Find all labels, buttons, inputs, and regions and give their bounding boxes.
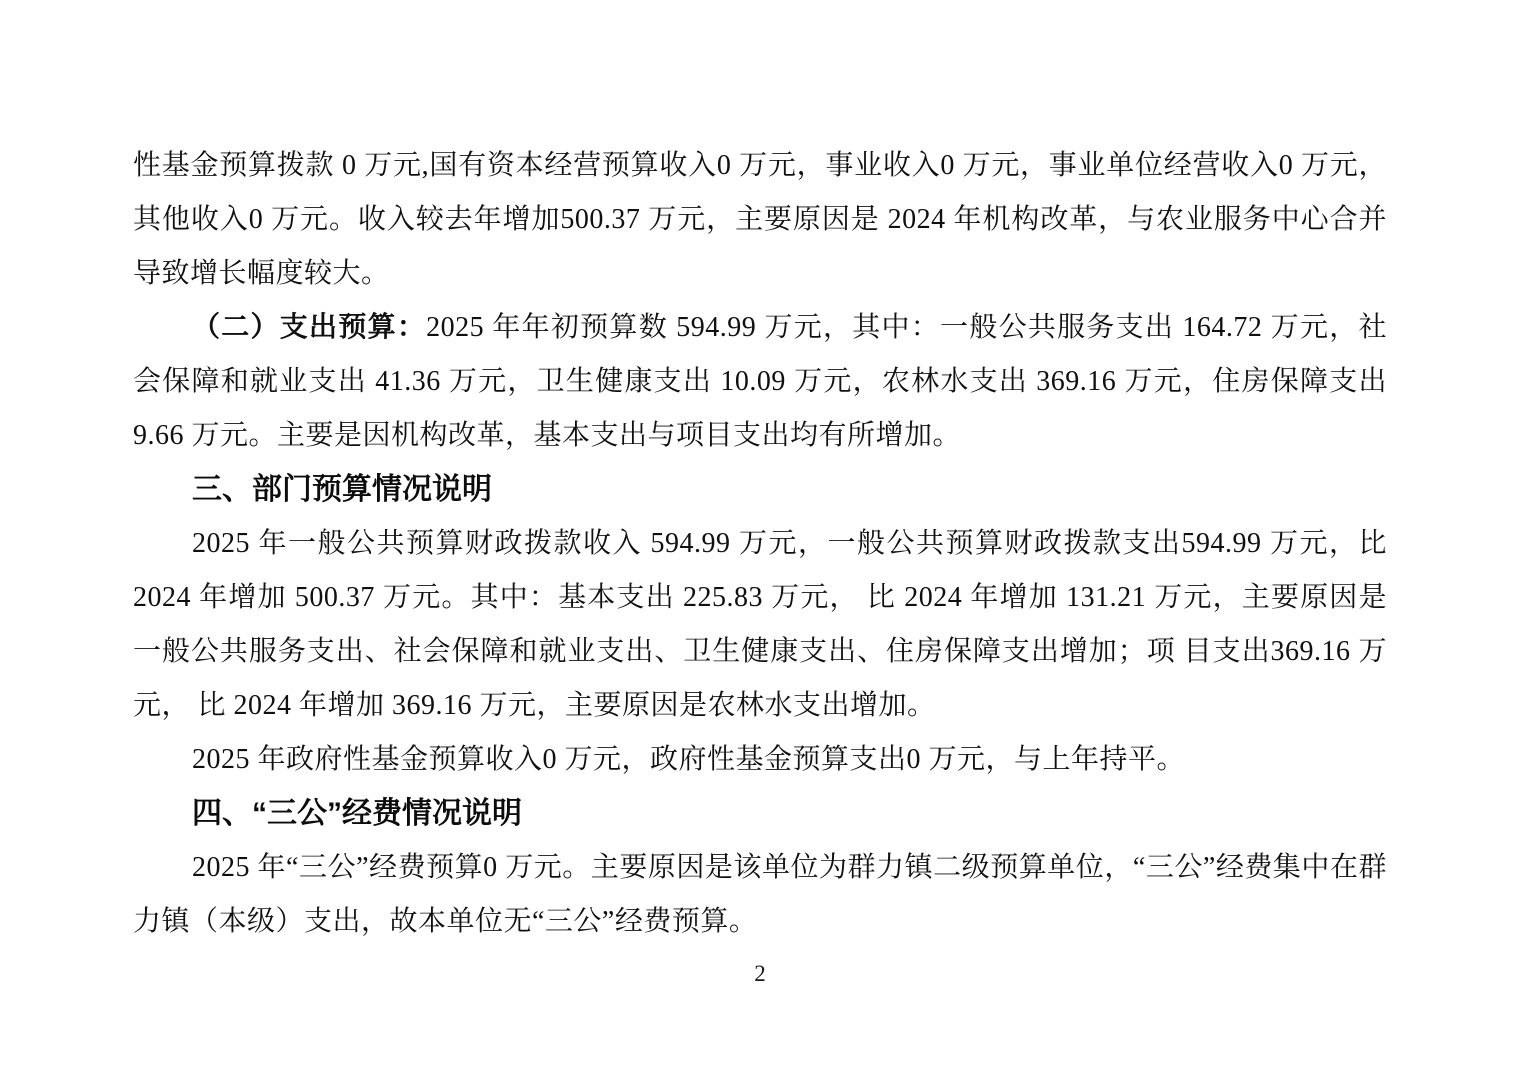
paragraph-three-public-expenses-details: 2025 年“三公”经费预算0 万元。主要原因是该单位为群力镇二级预算单位，“三公”经费集中在群力镇（本级）支出，故本单位无“三公”经费预算。 bbox=[133, 852, 1387, 937]
document-body bbox=[133, 139, 1387, 949]
paragraph-fiscal-appropriation-details: 2025 年一般公共预算财政拨款收入 594.99 万元，一般公共预算财政拨款支出594.99 万元，比 2024 年增加 500.37 万元。其中：基本支出 225.83 万元， 比 2024 年增加 131.21 万元，主要原因是一般公共服务支出、社会保障和就业支出、卫生健康支出、住房保障支出增加；项 目支出369.16 万元， 比 2024 年增加 369.16 万元，主要原因是农林水支出增加。 bbox=[133, 528, 1387, 721]
paragraph-government-fund-budget: 2025 年政府性基金预算收入0 万元，政府性基金预算支出0 万元，与上年持平。 bbox=[192, 744, 1186, 775]
paragraph-expenditure-text: 2025 年年初预算数 594.99 万元，其中：一般公共服务支出 164.72 万元，社会保障和就业支出 41.36 万元，卫生健康支出 10.09 万元，农林水支出 369.16 万元，住房保障支出 9.66 万元。主要是因机构改革，基本支出与项目支出均有所增加。 bbox=[133, 312, 1387, 451]
heading-section-four-three-public-expenses: 四、“三公”经费情况说明 bbox=[192, 797, 522, 830]
page-number: 2 bbox=[754, 961, 766, 986]
paragraph-income-continuation: 性基金预算拨款 0 万元,国有资本经营预算收入0 万元，事业收入0 万元，事业单位经营收入0 万元，其他收入0 万元。收入较去年增加500.37 万元，主要原因是 2024 年机构改革，与农业服务中心合并导致增长幅度较大。 bbox=[133, 150, 1387, 289]
heading-section-three-budget-explanation: 三、部门预算情况说明 bbox=[192, 473, 492, 506]
paragraph-lead-expenditure-label: （二）支出预算： bbox=[192, 312, 427, 343]
paragraph-expenditure-budget bbox=[133, 301, 1387, 463]
